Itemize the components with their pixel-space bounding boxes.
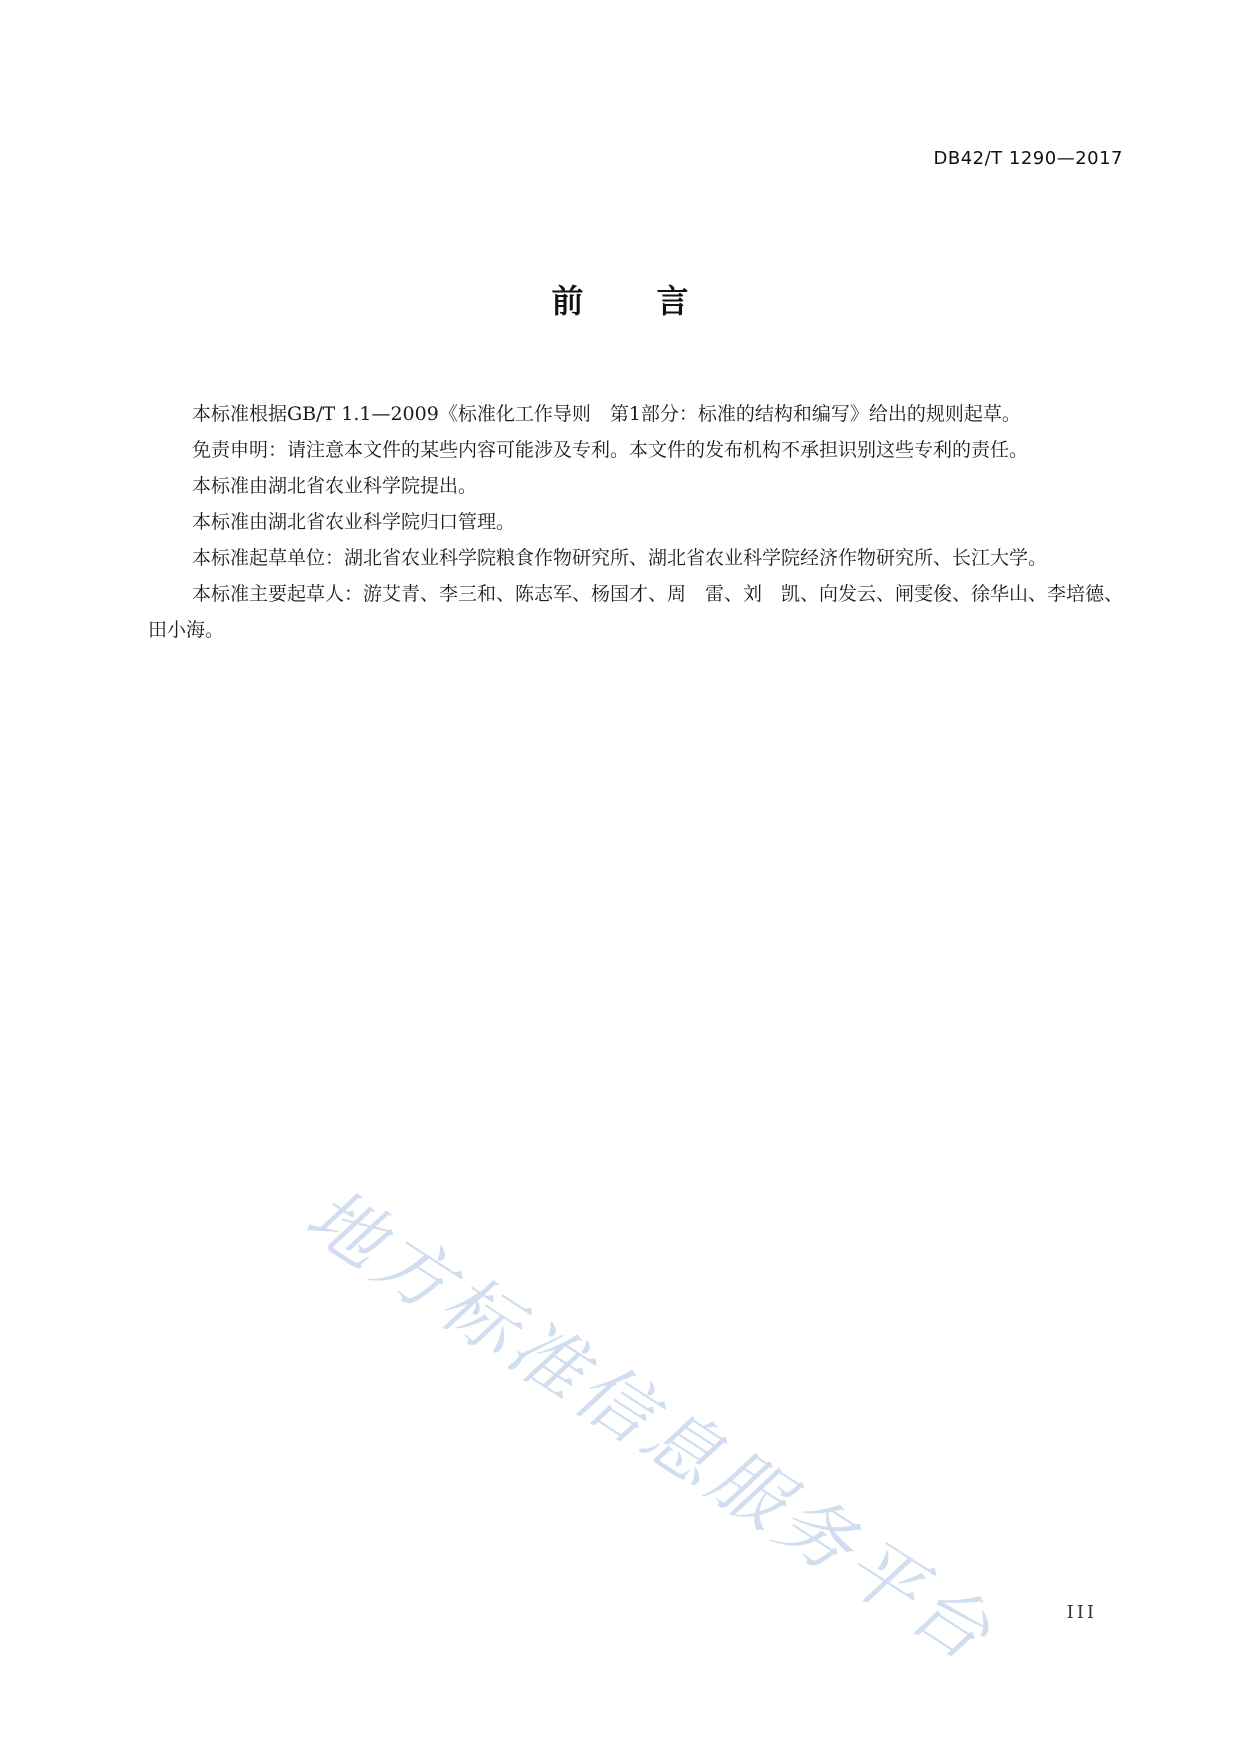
title-char-2: 言 (656, 282, 690, 320)
page-number: III (1066, 1602, 1097, 1623)
paragraph-drafting-units: 本标准起草单位：湖北省农业科学院粮食作物研究所、湖北省农业科学院经济作物研究所、长江大学。 (192, 547, 1048, 569)
paragraph-drafters: 本标准主要起草人：游艾青、李三和、陈志军、杨国才、周 雷、刘 凯、向发云、闸雯俊、徐华山、李培德、田小海。 (148, 583, 1124, 641)
page-title (0, 276, 1241, 322)
paragraph-drafting-rules: 本标准根据GB/T 1.1—2009《标准化工作导则 第1部分：标准的结构和编写》给出的规则起草。 (192, 403, 1021, 425)
watermark: 地方标准信息服务平台 (291, 1171, 1010, 1680)
paragraph-disclaimer: 免责申明：请注意本文件的某些内容可能涉及专利。本文件的发布机构不承担识别这些专利的责任。 (192, 439, 1029, 461)
paragraph-proposer: 本标准由湖北省农业科学院提出。 (192, 475, 478, 497)
title-char-1: 前 (551, 282, 585, 320)
paragraph-management: 本标准由湖北省农业科学院归口管理。 (192, 511, 516, 533)
foreword-body (148, 396, 1124, 648)
document-code: DB42/T 1290—2017 (933, 148, 1123, 169)
